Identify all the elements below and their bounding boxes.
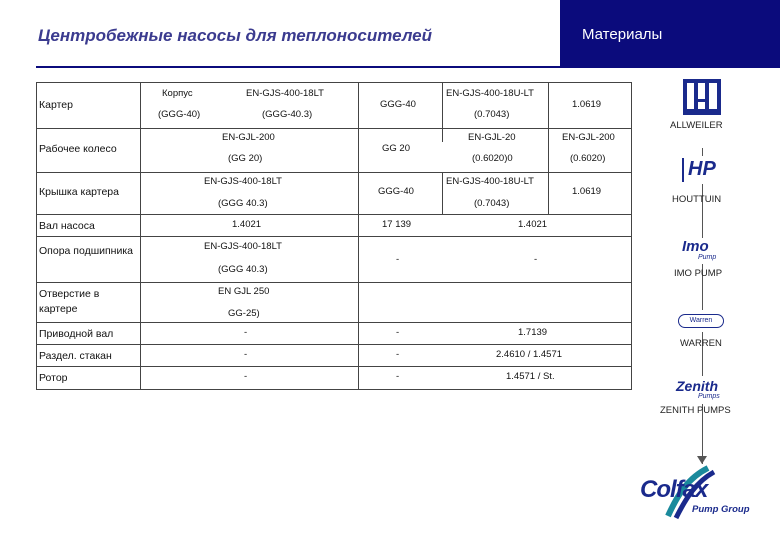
houttuin-logo: HP: [682, 156, 722, 184]
cell: EN-GJS-400-18LT: [246, 88, 324, 99]
cell: 2.4610 / 1.4571: [496, 349, 563, 360]
materials-table: [36, 82, 632, 390]
cell: (GGG-40.3): [262, 109, 313, 120]
cell: EN GJL 250: [218, 286, 270, 297]
cell: -: [244, 327, 248, 338]
cell: -: [244, 349, 248, 360]
cell: (0.7043): [474, 109, 510, 120]
cell: (0.6020)0: [472, 153, 513, 164]
cell: GGG-40: [378, 186, 414, 197]
cell: 1.4021: [518, 219, 548, 230]
row-label: Приводной вал: [39, 328, 114, 340]
imo-logo: Imo Pump: [682, 238, 722, 264]
row-label: Рабочее колесо: [39, 143, 117, 155]
cell: EN-GJS-400-18LT: [204, 176, 282, 187]
cell: -: [244, 371, 248, 382]
cell: EN-GJL-20: [468, 132, 516, 143]
cell: 1.4021: [232, 219, 262, 230]
row-label: Крышка картера: [39, 186, 119, 198]
cell: GG-25): [228, 308, 260, 319]
cell: GG 20: [382, 143, 410, 154]
cell: (0.6020): [570, 153, 606, 164]
cell: EN-GJL-200: [562, 132, 615, 143]
row-label: Раздел. стакан: [39, 350, 112, 362]
brand-zenith-pumps: ZENITH PUMPS: [660, 405, 731, 416]
cell: 1.0619: [572, 99, 602, 110]
cell: -: [396, 254, 400, 265]
cell: Корпус: [162, 88, 193, 99]
warren-logo: Warren: [676, 310, 726, 332]
zenith-logo: Zenith Pumps: [674, 376, 730, 404]
cell: -: [534, 254, 538, 265]
brand-houttuin: HOUTTUIN: [672, 194, 722, 205]
cell: 1.7139: [518, 327, 548, 338]
cell: (0.7043): [474, 198, 510, 209]
brand-warren: WARREN: [680, 338, 722, 349]
cell: EN-GJS-400-18U-LT: [446, 176, 534, 187]
row-label: Вал насоса: [39, 220, 95, 232]
cell: (GGG 40.3): [218, 198, 268, 209]
cell: 17 139: [382, 219, 412, 230]
colfax-logo: Colfax Pump Group: [638, 464, 768, 520]
cell: 1.4571 / St.: [506, 371, 555, 382]
row-label: Опора подшипника: [39, 245, 134, 257]
cell: (GGG-40): [158, 109, 201, 120]
cell: -: [396, 327, 400, 338]
arrow-down-icon: [697, 456, 707, 464]
brand-imo-pump: IMO PUMP: [674, 268, 723, 279]
cell: (GGG 40.3): [218, 264, 268, 275]
cell: 1.0619: [572, 186, 602, 197]
row-label: Картер: [39, 99, 73, 111]
allweiler-logo-icon: [682, 78, 722, 116]
cell: -: [396, 371, 400, 382]
row-label: Отверстие в картере: [39, 288, 100, 315]
section-header: [560, 0, 780, 68]
page-title: Центробежные насосы для теплоносителей: [38, 26, 433, 45]
brand-allweiler: ALLWEILER: [670, 120, 723, 131]
header-divider: [36, 66, 560, 68]
cell: EN-GJS-400-18LT: [204, 241, 282, 252]
cell: EN-GJL-200: [222, 132, 275, 143]
cell: -: [396, 349, 400, 360]
cell: (GG 20): [228, 153, 263, 164]
cell: EN-GJS-400-18U-LT: [446, 88, 534, 99]
row-label: Ротор: [39, 372, 68, 384]
cell: GGG-40: [380, 99, 416, 110]
section-title: Материалы: [582, 26, 663, 43]
